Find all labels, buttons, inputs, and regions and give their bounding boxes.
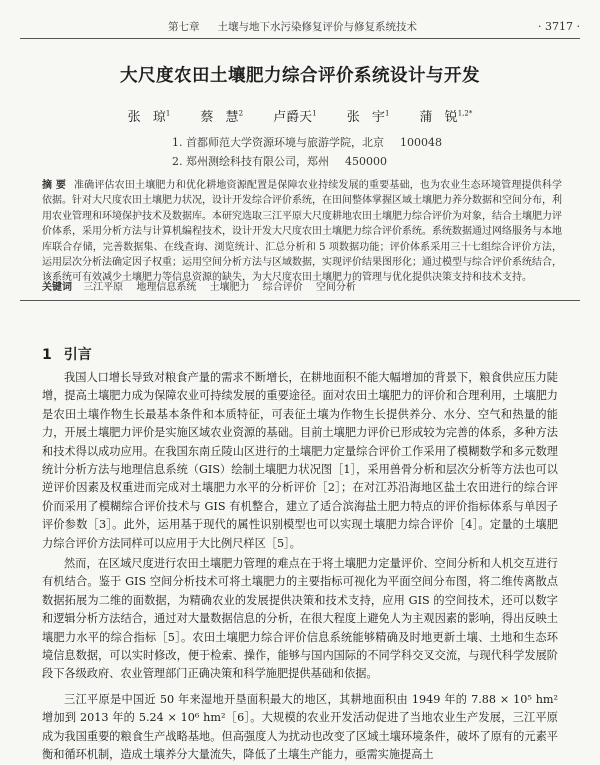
section-number: 1 — [42, 347, 52, 363]
keywords-label: 关键词 — [42, 282, 72, 293]
author-list — [0, 106, 600, 125]
header-journal: 土壤与地下水污染修复评价与修复系统技术 — [217, 20, 417, 33]
author: 卢爵天$^1$ — [273, 109, 317, 125]
running-header — [20, 16, 580, 36]
keyword: 地理信息系统 — [136, 282, 197, 293]
abstract-rule — [20, 300, 580, 301]
body-paragraph: 然而，在区域尺度进行农田土壤肥力管理的难点在于将土壤肥力定量评价、空间分析和人机交互进行有机结合。鉴于 GIS 空间分析技术可将土壤肥力的主要指标可视化为平面空间分布图，将二维传离散点数据拓展为二维的面数据，为精确农业的发展提供决策和技术支持，应用 GIS 的空间技术，还可以数字和逻辑分析方法结合，通过对大量数据信息的分析，在很大程度上避免人为主观因素的影响，得出反映土壤肥力水平的综合指标［5］。农田土壤肥力综合评价信息系统能够精确及时地更新土壤、土地和生态环境信息数据，可以实时修改，便于检索、操作，能够与国内国际的不同学科交叉交流，与现代科学发展阶段下各级政府、农业管理部门正确决策和科学施肥提供基础和依据。 — [42, 557, 558, 681]
keyword: 空间分析 — [315, 282, 356, 293]
header-issue: 第七章 — [168, 20, 200, 33]
abstract — [42, 178, 562, 286]
header-rule — [20, 38, 580, 39]
author: 蔡 慧$^2$ — [200, 109, 244, 125]
keyword: 三江平原 — [83, 282, 124, 293]
article-title: 大尺度农田土壤肥力综合评价系统设计与开发 — [120, 66, 480, 86]
section-title: 引言 — [63, 347, 92, 363]
author: 张 琼$^1$ — [127, 109, 171, 125]
header-page-number: · 3717 · — [538, 19, 580, 33]
keywords — [42, 278, 562, 293]
affiliation: 2. 郑州测绘科技有限公司，郑州 450000 — [172, 155, 387, 168]
body-paragraph: 我国人口增长导致对粮食产量的需求不断增长，在耕地面积不能大幅增加的背景下，粮食供应压力陡增，提高土壤肥力成为保障农业可持续发展的重要途径。面对农田土壤肥力的评价和合理利用，土壤肥力是农田土壤作物生长最基本条件和本质特征，可表征土壤为作物生长提供养分、水分、空气和热量的能力，开展土壤肥力评价是实施区域农业资源的基础。目前土壤肥力评价已形成较为完善的体系，多种方法和技术得以成功应用。在我国东南丘陵山区进行的土壤肥力定量综合评价工作采用了模糊数学和多元数理统计分析方法与地理信息系统（GIS）绘制土壤肥力状况图［1］，采用兽骨分析和层次分析等方法也可以逆评价因素及权重进而完成对土壤肥力水平的分析评价［2］；在对江苏沿海地区盐土农田进行的综合评价而采用了模糊综合评价技术与 GIS 有机整合，建立了适合滨海盐土肥力特点的评价指标体系与单因子评价参数［3］。此外，运用基于现代的属性识别模型也可以实现土壤肥力综合评价［4］。定量的土壤肥力综合评价方法同样可以应用于大比例尺样区［5］。 — [42, 371, 558, 550]
body-paragraph: 三江平原是中国近 50 年来湿地开垦面积最大的地区，其耕地面积由 1949 年的 7.88 × 10⁵ hm² 增加到 2013 年的 5.24 × 10⁶ hm²［6］。大规模的农业开发活动促进了当地农业生产发展，三江平原成为我国重要的粮食生产战略基地。但高强度人为扰动也改变了区域土壤环境条件，破坏了原有的元素平衡和循环机制，造成土壤养分大量流失，降低了土壤生产能力，亟需实施提高土 — [42, 693, 558, 762]
abstract-label: 摘 要 — [42, 180, 66, 191]
section-heading — [42, 344, 92, 364]
keyword: 综合评价 — [262, 282, 303, 293]
author: 张 宇$^1$ — [346, 109, 390, 125]
author: 蒲 锐$^{1,2*}$ — [419, 109, 473, 125]
abstract-text: 准确评估农田土壤肥力和优化耕地资源配置是保障农业持续发展的重要基础，也为农业生态环境管理提供科学依据。针对大尺度农田土壤肥力状况，设计开发综合评价系统，在田间整体掌握区域土壤肥力养分数据和空间分布，利用农业管理和环境保护技术及数据库。本研究选取三江平原大尺度耕地农田土壤肥力综合评价为对象，结合土壤肥力评价体系，采用分析方法与计算机编程技术，设计开发大尺度农田土壤肥力综合评价系统。系统数据通过网络服务与本地库联合存储，完善数据集、在线查询、浏览统计、汇总分析和 5 项数据功能；评价体系采用三十七组综合评价方法，运用层次分析法确定因子权重；运用空间分析方法与区域数据，实现评价结果图形化；通过模型与综合评价系统结合，该系统可有效减少土壤肥力等信息资源的缺失，为大尺度农田土壤肥力的管理与优化提供决策支持和技术支持。 — [42, 180, 563, 284]
keyword: 土壤肥力 — [209, 282, 250, 293]
affiliation: 1. 首都师范大学资源环境与旅游学院，北京 100048 — [172, 136, 442, 149]
